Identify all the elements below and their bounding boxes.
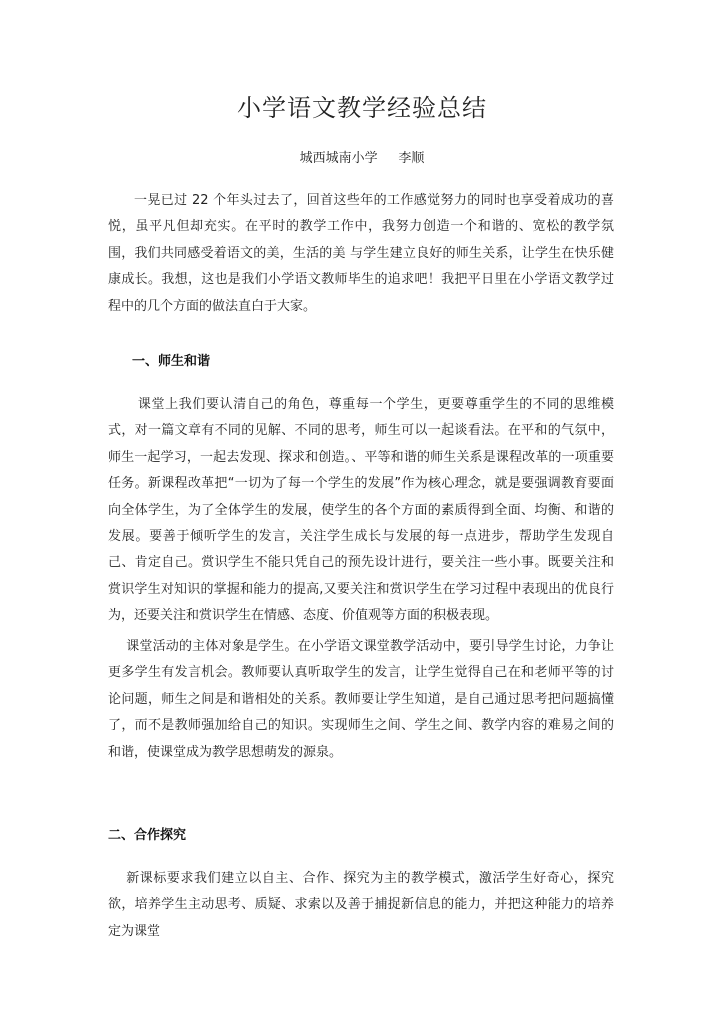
author-byline: 城西城南小学 李顺 (299, 151, 425, 166)
harmony-paragraph-1: 课堂上我们要认清自己的角色，尊重每一个学生，更要尊重学生的不同的思维模式，对一篇文章有不同的见解、不同的思考，师生可以一起谈看法。在平和的气氛中，师生一起学习，一起去发现、探求和创造。、平等和谐的师生关系是课程改革的一项重要任务。新课程改革把“一切为了每一个学生的发展”作为核心理念，就是要强调教育要面向全体学生，为了全体学生的发展，使学生的各个方面的素质得到全面、均衡、和谐的发展。要善于倾听学生的发言，关注学生成长与发展的每一点进步，帮助学生发现自己、肯定自己。赏识学生不能只凭自己的预先设计进行，要关注一些小事。既要关注和赏识学生对知识的掌握和能力的提高,又要关注和赏识学生在学习过程中表现出的优良行为，还要关注和赏识学生在情感、态度、价值观等方面的积极表现。 (108, 397, 614, 624)
harmony-paragraph-2: 课堂活动的主体对象是学生。在小学语文课堂教学活动中，要引导学生讨论，力争让更多学生有发言机会。教师要认真听取学生的发言，让学生觉得自己在和老师平等的讨论问题，师生之间是和谐相处的关系。教师要让学生知道，是自己通过思考把问题搞懂了，而不是教师强加给自己的知识。实现师生之间、学生之间、教学内容的难易之间的和谐，使课堂成为教学思想萌发的源泉。 (108, 639, 614, 760)
intro-paragraph: 一晃已过 22 个年头过去了，回首这些年的工作感觉努力的同时也享受着成功的喜悦，虽平凡但却充实。在平时的教学工作中，我努力创造一个和谐的、宽松的教学氛围，我们共同感受着语文的美，生活的美 与学生建立良好的师生关系，让学生在快乐健康成长。我想，这也是我们小学语文教师毕生的追求吧！我把平日里在小学语文教学过程中的几个方面的做法直白于大家。 (108, 193, 614, 314)
section-heading-harmony: 一、师生和谐 (132, 354, 211, 369)
document-title: 小学语文教学经验总结 (237, 94, 487, 122)
section-heading-cooperation: 二、合作探究 (108, 828, 187, 843)
cooperation-paragraph-1: 新课标要求我们建立以自主、合作、探究为主的教学模式，激活学生好奇心，探究欲，培养学生主动思考、质疑、求索以及善于捕捉新信息的能力，并把这种能力的培养定为课堂 (108, 871, 614, 939)
